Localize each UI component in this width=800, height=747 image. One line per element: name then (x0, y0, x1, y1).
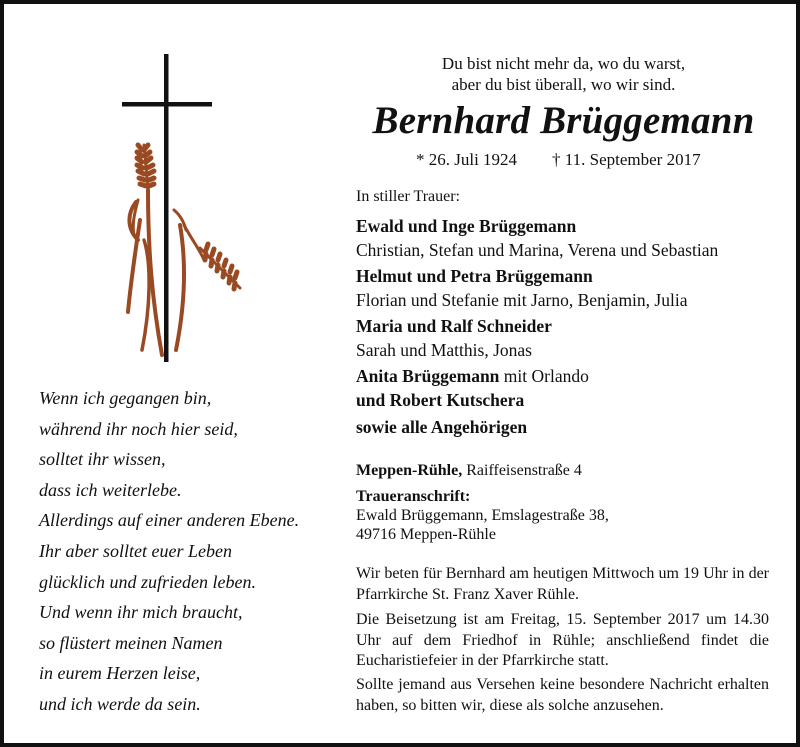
poem-line: Ihr aber solltet euer Leben (39, 540, 232, 561)
poem-line: Wenn ich gegangen bin, (39, 388, 212, 408)
memorial-quote (356, 53, 771, 95)
poem-line: während ihr noch hier seid, (39, 418, 238, 439)
family-head: und Robert Kutschera (356, 390, 525, 410)
street: Raiffeisenstraße 4 (462, 462, 582, 479)
quote-line: aber du bist überall, wo wir sind. (451, 75, 676, 94)
family-suffix: mit Orlando (499, 366, 589, 386)
poem-line: so flüstert meinen Namen (39, 632, 223, 653)
address-line: Ewald Brüggemann, Emslagestraße 38, (356, 507, 609, 524)
family-head: Ewald und Inge Brüggemann (356, 216, 577, 236)
notice-message: Sollte jemand aus Versehen keine besondere Nachricht erhalten haben, so bitten wir, diese als solche anzusehen. (356, 676, 769, 714)
notice-burial: Die Beisetzung ist am Freitag, 15. September 2017 um 14.30 Uhr auf dem Friedhof in Rühle; anschließend findet die Eucharistiefeier in der Pfarrkirche statt. (356, 611, 769, 669)
poem-line: in eurem Herzen leise, (39, 663, 201, 684)
family-members: Sarah und Matthis, Jonas (356, 340, 532, 360)
mourning-address-label: Traueranschrift: (356, 488, 471, 505)
family-block (356, 214, 776, 262)
family-block (356, 264, 776, 312)
relatives-text: sowie alle Angehörigen (356, 417, 528, 437)
poem-line: Und wenn ihr mich braucht, (39, 602, 243, 623)
poem-line: und ich werde da sein. (39, 693, 201, 714)
town: Meppen-Rühle, (356, 462, 463, 479)
birth-date: * 26. Juli 1924 (416, 150, 518, 169)
family-head: Maria und Ralf Schneider (356, 316, 552, 336)
family-block (356, 314, 776, 362)
poem-line: Allerdings auf einer anderen Ebene. (39, 510, 300, 531)
notice-prayer: Wir beten für Bernhard am heutigen Mittwoch um 19 Uhr in der Pfarrkirche St. Franz Xaver Rühle. (356, 565, 769, 603)
family-members: Christian, Stefan und Marina, Verena und Sebastian (356, 240, 719, 260)
poem-line: dass ich weiterlebe. (39, 479, 182, 500)
address-line: 49716 Meppen-Rühle (356, 526, 496, 543)
family-members: Florian und Stefanie mit Jarno, Benjamin, Julia (356, 290, 688, 310)
family-head: Anita Brüggemann (356, 366, 500, 386)
deceased-name: Bernhard Brüggemann (372, 99, 755, 142)
residence (356, 461, 776, 480)
poem-line: solltet ihr wissen, (39, 449, 166, 470)
mourning-intro: In stiller Trauer: (356, 188, 460, 205)
family-head: Helmut und Petra Brüggemann (356, 266, 593, 286)
wheat-icon (128, 145, 240, 355)
mourning-address (356, 487, 776, 544)
poem-line: glücklich und zufrieden leben. (39, 571, 256, 592)
cross-wheat-emblem (114, 50, 249, 365)
quote-line: Du bist nicht mehr da, wo du warst, (441, 54, 686, 73)
death-date: † 11. September 2017 (552, 150, 701, 169)
relatives-line (356, 415, 776, 439)
poem (39, 383, 339, 720)
family-block (356, 364, 776, 412)
